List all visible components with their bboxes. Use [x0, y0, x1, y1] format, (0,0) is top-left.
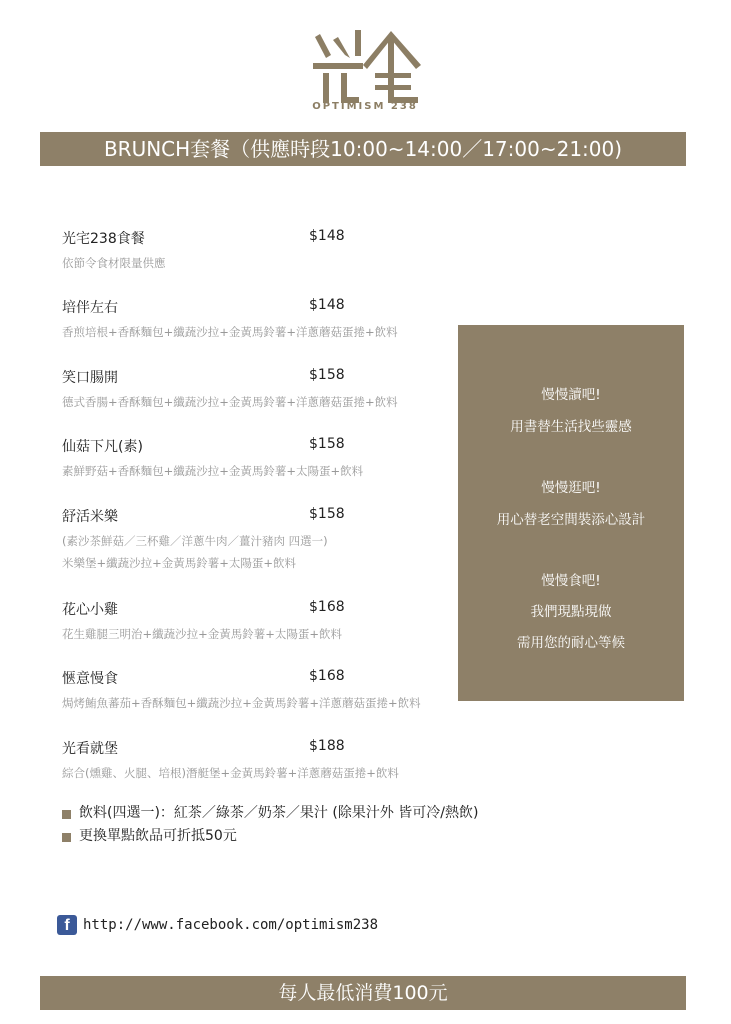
item-name: 笑口腸開: [62, 370, 118, 386]
slogan-line: 慢慢食吧!: [541, 573, 601, 589]
note: 更換單點飲品可折抵50元: [79, 827, 237, 844]
item-desc: 素鮮野菇+香酥麵包+纖蔬沙拉+金黃馬鈴薯+太陽蛋+飲料: [62, 464, 364, 478]
item-name: 仙菇下凡(素): [62, 439, 143, 455]
item-desc: (素沙茶鮮菇／三杯雞／洋蔥牛肉／薑汁豬肉 四選一): [62, 534, 328, 548]
slogan-line: 用書替生活找些靈感: [510, 419, 632, 435]
item-price: $158: [309, 506, 345, 522]
item-price: $158: [309, 436, 345, 452]
facebook-icon: f: [57, 915, 77, 935]
menu-item: [62, 599, 482, 645]
bullet-icon: [62, 810, 71, 819]
item-name: 舒活米樂: [62, 509, 118, 525]
facebook-url[interactable]: http://www.facebook.com/optimism238: [83, 917, 379, 933]
slogan-line: 慢慢讀吧!: [541, 387, 601, 403]
item-price: $148: [309, 228, 345, 244]
item-name: 愜意慢食: [62, 671, 118, 687]
item-name: 光看就堡: [62, 741, 118, 757]
menu-item: [62, 367, 482, 413]
item-price: $168: [309, 668, 345, 684]
item-price: $148: [309, 297, 345, 313]
brand-subtitle: OPTIMISM 238: [312, 101, 418, 112]
item-desc: 德式香腸+香酥麵包+纖蔬沙拉+金黃馬鈴薯+洋蔥蘑菇蛋捲+飲料: [62, 395, 398, 409]
notes: [62, 800, 478, 846]
header-title: BRUNCH套餐（供應時段10:00~14:00／17:00~21:00): [40, 132, 686, 166]
menu-item: [62, 738, 482, 784]
item-desc: 香煎培根+香酥麵包+纖蔬沙拉+金黃馬鈴薯+洋蔥蘑菇蛋捲+飲料: [62, 325, 398, 339]
item-desc: 米樂堡+纖蔬沙拉+金黃馬鈴薯+太陽蛋+飲料: [62, 556, 297, 570]
note: 飲料(四選一)：紅茶／綠茶／奶茶／果汁 (除果汁外 皆可冷/熱飲): [79, 804, 479, 821]
menu-item: [62, 297, 482, 343]
slogan-line: 需用您的耐心等候: [517, 635, 625, 651]
slogan-line: 我們現點現做: [530, 604, 612, 620]
item-desc: 焗烤鮪魚蕃茄+香酥麵包+纖蔬沙拉+金黃馬鈴薯+洋蔥蘑菇蛋捲+飲料: [62, 696, 421, 710]
item-desc: 花生雞腿三明治+纖蔬沙拉+金黃馬鈴薯+太陽蛋+飲料: [62, 627, 343, 641]
item-name: 花心小雞: [62, 602, 118, 618]
item-name: 培伴左右: [62, 300, 118, 316]
bullet-icon: [62, 833, 71, 842]
menu-item: [62, 436, 482, 482]
item-desc: 綜合(燻雞、火腿、培根)潛艇堡+金黃馬鈴薯+洋蔥蘑菇蛋捲+飲料: [62, 766, 399, 780]
menu-item: [62, 506, 482, 574]
footer-min-spend: 每人最低消費100元: [40, 976, 686, 1010]
slogan-box: [458, 325, 684, 701]
item-price: $168: [309, 599, 345, 615]
facebook-link[interactable]: [57, 915, 378, 935]
item-price: $188: [309, 738, 345, 754]
menu-item: [62, 668, 482, 714]
item-desc: 依節令食材限量供應: [62, 256, 166, 270]
slogan-line: 用心替老空間裝添心設計: [496, 512, 646, 528]
item-price: $158: [309, 367, 345, 383]
menu-item: [62, 228, 482, 274]
slogan-line: 慢慢逛吧!: [541, 480, 601, 496]
item-name: 光宅238食餐: [62, 231, 145, 247]
